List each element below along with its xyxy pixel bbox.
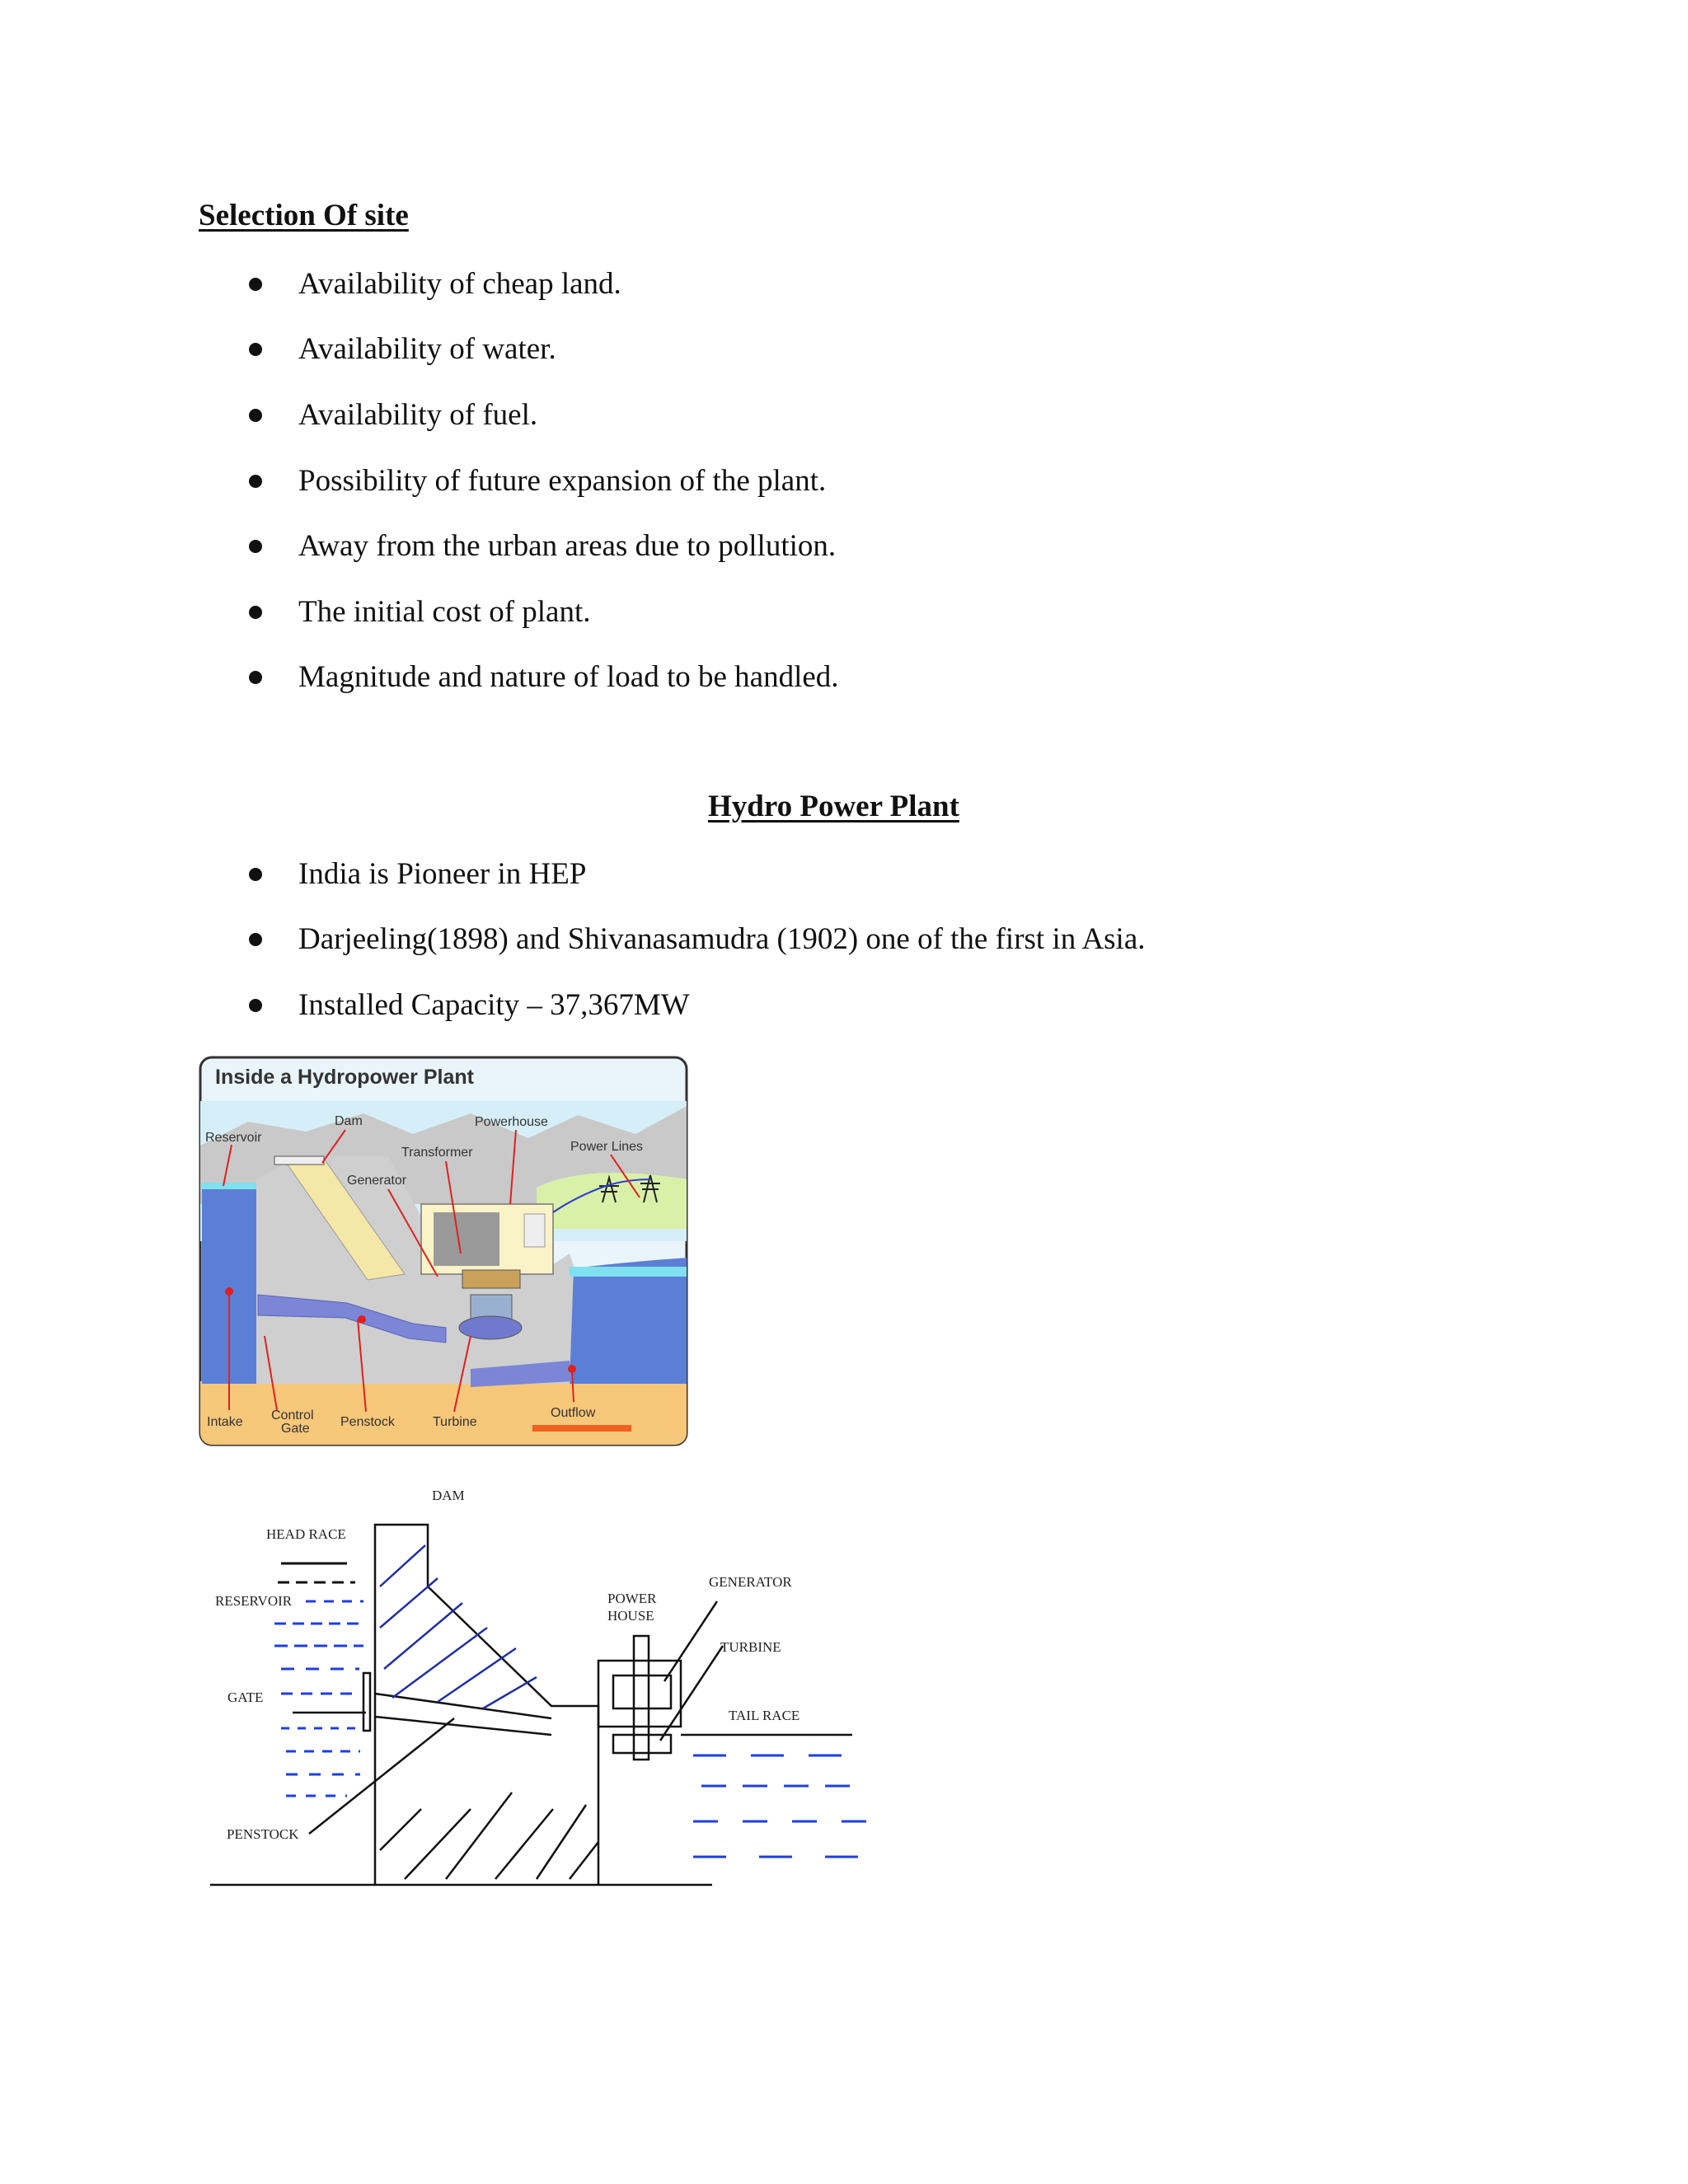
label-power: POWER (607, 1591, 657, 1606)
label-dam: DAM (432, 1488, 465, 1503)
bullet-dot-icon (249, 933, 262, 946)
bullet-dot-icon (249, 606, 262, 619)
label-turbine: TURBINE (720, 1639, 781, 1655)
bullet-dot-icon (249, 278, 262, 291)
bullet-dot-icon (249, 343, 262, 356)
label-dam: Dam (335, 1114, 363, 1128)
label-control: Control (271, 1408, 314, 1422)
bullet-dot-icon (249, 540, 262, 553)
label-penstock: Penstock (340, 1415, 395, 1429)
dam-hatching (380, 1545, 537, 1708)
label-penstock: PENSTOCK (227, 1826, 299, 1842)
hydropower-plant-illustration (199, 1056, 688, 1446)
label-transformer: Transformer (401, 1146, 473, 1160)
label-head-race: HEAD RACE (266, 1526, 346, 1542)
label-powerhouse: Powerhouse (475, 1115, 548, 1129)
label-power-lines: Power Lines (570, 1140, 644, 1154)
tail-race-water-lines (693, 1755, 874, 1857)
label-outflow: Outflow (551, 1406, 596, 1420)
bullet-dot-icon (249, 475, 262, 488)
label-reservoir: RESERVOIR (215, 1593, 293, 1609)
label-gate: GATE (227, 1690, 264, 1705)
hillside (537, 1173, 688, 1229)
label-intake: Intake (207, 1415, 243, 1429)
label-turbine: Turbine (433, 1415, 477, 1429)
label-generator: Generator (347, 1174, 407, 1188)
label-gate: Gate (281, 1422, 310, 1436)
reservoir-water (202, 1186, 260, 1384)
bullet-dot-icon (249, 868, 262, 881)
bullet-dot-icon (249, 671, 262, 684)
figure-title: Inside a Hydropower Plant (215, 1066, 474, 1089)
label-tail-race: TAIL RACE (729, 1708, 800, 1723)
section-heading-hydro-power-plant: Hydro Power Plant (708, 790, 959, 823)
label-house: HOUSE (607, 1608, 654, 1624)
label-reservoir: Reservoir (205, 1131, 262, 1145)
bullet-dot-icon (249, 999, 262, 1012)
section-heading-selection-of-site: Selection Of site (199, 199, 409, 232)
label-generator: GENERATOR (709, 1574, 792, 1590)
hydro-plant-schematic (199, 1463, 1688, 1916)
bullet-dot-icon (249, 409, 262, 422)
dam-lower-hatching (380, 1793, 598, 1879)
